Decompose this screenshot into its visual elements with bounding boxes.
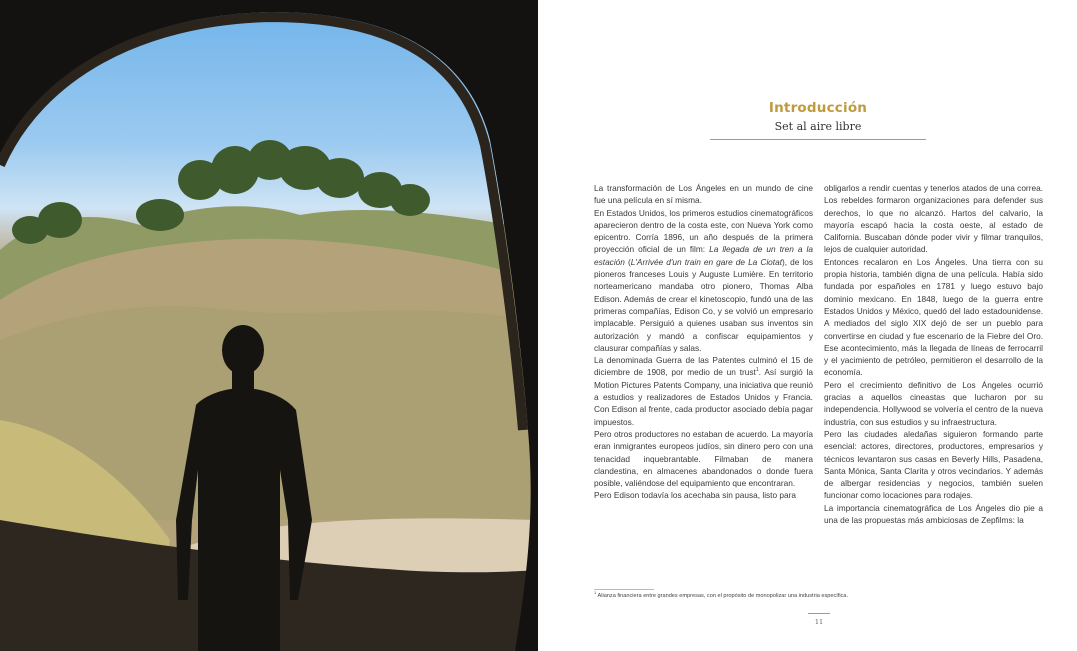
footnote-text: Alianza financiera entre grandes empresas, con el propósito de monopolizar una industria específica. xyxy=(596,593,849,599)
cave-scene-illustration xyxy=(0,0,538,651)
footnote-divider xyxy=(594,589,654,590)
paragraph: La transformación de Los Ángeles en un mundo de cine fue una película en sí misma. xyxy=(594,183,813,206)
page-number-rule xyxy=(808,613,830,614)
chapter-subtitle: Set al aire libre xyxy=(774,120,862,133)
text-column-right xyxy=(824,182,1043,526)
paragraph: obligarlos a rendir cuentas y tenerlos atados de una correa. Los rebeldes formaron organizaciones para defender sus derechos, lo que no alcanzó. Hartos del calvario, la mayoría escapó hacia la costa oeste, al estado de California. Buscaban dónde poder vivir y filmar tranquilos, lejos de cualquier autoridad. xyxy=(824,183,1043,255)
title-divider xyxy=(710,139,926,140)
paragraph: Pero las ciudades aledañas siguieron formando parte esencial: actores, directores, productores, empresarios y técnicos levantaron sus casas en Beverly Hills, Pasadena, Santa Mónica, Santa Clarita y otros vecindarios. Y además de albergar residencias y negocios, también suelen funcionar como locaciones para rodajes. xyxy=(824,428,1043,501)
paragraph: Pero otros productores no estaban de acuerdo. La mayoría eran inmigrantes europeos judíos, sin dinero pero con una tenacidad inquebrantable. Filmaban de manera clandestina, en almacenes abandonados o donde fuera posible, valiéndose del equipamiento que encontraran. xyxy=(594,428,813,489)
text-column-left xyxy=(594,182,813,502)
footnote xyxy=(594,590,1014,600)
paragraph: La importancia cinematográfica de Los Ángeles dio pie a una de las propuestas más ambiciosas de Zepfilms: la xyxy=(824,502,1043,526)
page-number: 11 xyxy=(814,618,824,626)
paragraph: Pero Edison todavía los acechaba sin pausa, listo para xyxy=(594,490,797,501)
paragraph: La denominada Guerra de las Patentes culminó el 15 de diciembre de 1908, por medio de un trust$^1$. Así surgió la Motion Pictures Patents Company, una iniciativa que reunió a estudios y realizadores de Estados Unidos y Francia. Con Edison al frente, cada productor asociado debía pagar impuestos. xyxy=(594,355,813,427)
text-page xyxy=(538,0,1077,651)
paragraph: En Estados Unidos, los primeros estudios cinematográficos aparecieron dentro de la costa este, con Nueva York como epicentro. Corría 1896, un año después de la primera proyección oficial de un film: La llegada de un tren a la estación (L'Arrivée d'un train en gare de La Ciotat), de los pioneros franceses Louis y Auguste Lumière. En territorio norteamericano mandaba otro pionero, Thomas Alba Edison. Además de crear el kinetoscopio, fundó una de las primeras compañías, Edison Co, y se volvió un empresario implacable. Persiguió a quienes usaban sus inventos sin autorización y mandó a confiscar equipamientos y clausurar compañías y salas. xyxy=(594,207,813,353)
footnote-reference: 1 xyxy=(755,367,759,374)
film-title-spanish: La llegada de un tren a la estación xyxy=(594,244,813,267)
cover-photo xyxy=(0,0,538,651)
film-title-french: L'Arrivée d'un train en gare de La Ciotat xyxy=(630,256,783,267)
paragraph: Pero el crecimiento definitivo de Los Ángeles ocurrió gracias a aquellos cineastas que lucharon por su independencia. Hollywood se volvería el centro de la nueva industria, con sus estudios y su infraestructura. xyxy=(824,379,1043,427)
paragraph: Entonces recalaron en Los Ángeles. Una tierra con su propia historia, también digna de una película. Había sido fundada por españoles en 1781 y luego estuvo bajo dominio mexicano. En 1848, luego de la guerra entre Estados Unidos y México, quedó del lado estadounidense. A mediados del siglo XIX dejó de ser un pueblo para convertirse en ciudad y fue escenario de la Fiebre del Oro. Ese acontecimiento, más la llegada de líneas de ferrocarril y el yacimiento de petróleo, permitieron el desarrollo de la economía. xyxy=(824,256,1043,378)
chapter-title: Introducción xyxy=(768,100,868,116)
footnote-mark: 1 xyxy=(594,590,597,596)
